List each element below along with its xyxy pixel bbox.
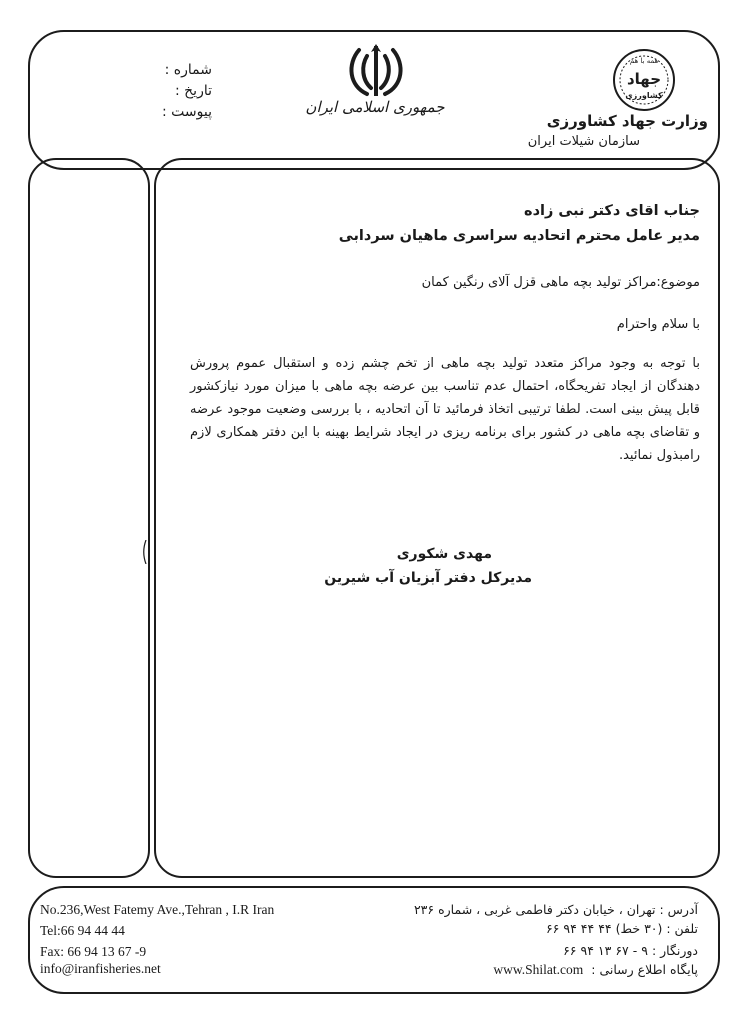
ministry-logo-bottom-text: کشاورزی bbox=[625, 91, 663, 100]
ministry-name: وزارت جهاد کشاورزی bbox=[546, 112, 708, 130]
left-margin-frame bbox=[28, 158, 150, 878]
meta-number-label: شماره : bbox=[164, 62, 212, 78]
footer-website-link[interactable]: www.Shilat.com bbox=[493, 962, 584, 977]
footer-fax-en: Fax: 66 94 13 67 -9 bbox=[40, 944, 147, 959]
letter-body-frame bbox=[154, 158, 720, 878]
footer-tel-fa: تلفن : (۳۰ خط) ۴۴ ۴۴ ۹۴ ۶۶ bbox=[545, 921, 698, 936]
meta-attachment-label: پیوست : bbox=[162, 104, 212, 120]
footer-fax-fa: دورنگار : ۹ - ۶۷ ۱۳ ۹۴ ۶۶ bbox=[563, 943, 698, 958]
signatory-title: مدیرکل دفتر آبزیان آب شیرین bbox=[324, 570, 532, 586]
recipient-title: مدیر عامل محترم اتحادیه سراسری ماهیان سردابی bbox=[338, 228, 700, 244]
letter-meta bbox=[92, 60, 212, 123]
footer-tel-en: Tel:66 94 44 44 bbox=[40, 923, 125, 938]
footer-website-row bbox=[493, 962, 698, 978]
ministry-logo-mid-text: جهاد bbox=[626, 70, 662, 88]
binding-mark-icon bbox=[143, 540, 149, 564]
letter-greeting: با سلام واحترام bbox=[616, 317, 700, 332]
republic-name: جمهوری اسلامی ایران bbox=[305, 98, 445, 116]
ministry-logo-icon bbox=[610, 46, 678, 114]
meta-date-label: تاریخ : bbox=[174, 83, 212, 99]
signatory-name: مهدی شکوری bbox=[396, 546, 492, 562]
footer-address-fa: آدرس : تهران ، خیابان دکتر فاطمی غربی ، شماره ۲۳۶ bbox=[413, 902, 698, 917]
iran-emblem-icon bbox=[345, 42, 407, 102]
ministry-logo-top-text: همه با هم bbox=[629, 57, 659, 65]
recipient-name: جناب اقای دکتر نبی زاده bbox=[524, 203, 700, 219]
organization-name: سازمان شیلات ایران bbox=[527, 134, 640, 149]
footer-email-en[interactable]: info@iranfisheries.net bbox=[40, 961, 161, 976]
footer-website-label: پایگاه اطلاع رسانی : bbox=[591, 962, 698, 977]
letter-body-paragraph: با توجه به وجود مراکز متعدد تولید بچه ماهی از تخم چشم زده و استقبال عموم پرورش دهندگان از ایجاد تفریحگاه، احتمال عدم تناسب بین عرضه بچه ماهی با میزان مورد نیازکشور قابل پیش بینی است. لطفا ترتیبی اتخاذ فرمائید تا آن اتحادیه ، با بررسی وضعیت موجود عرضه و تقاضای بچه ماهی در کشور برای برنامه ریزی در ایجاد شرایط بهینه با این دفتر همکاری لازم رامبذول نمائید. bbox=[190, 356, 700, 463]
letter-subject: موضوع:مراکز تولید بچه ماهی قزل آلای رنگین کمان bbox=[421, 275, 700, 290]
footer-address-en: No.236,West Fatemy Ave.,Tehran , I.R Iran bbox=[40, 902, 275, 917]
